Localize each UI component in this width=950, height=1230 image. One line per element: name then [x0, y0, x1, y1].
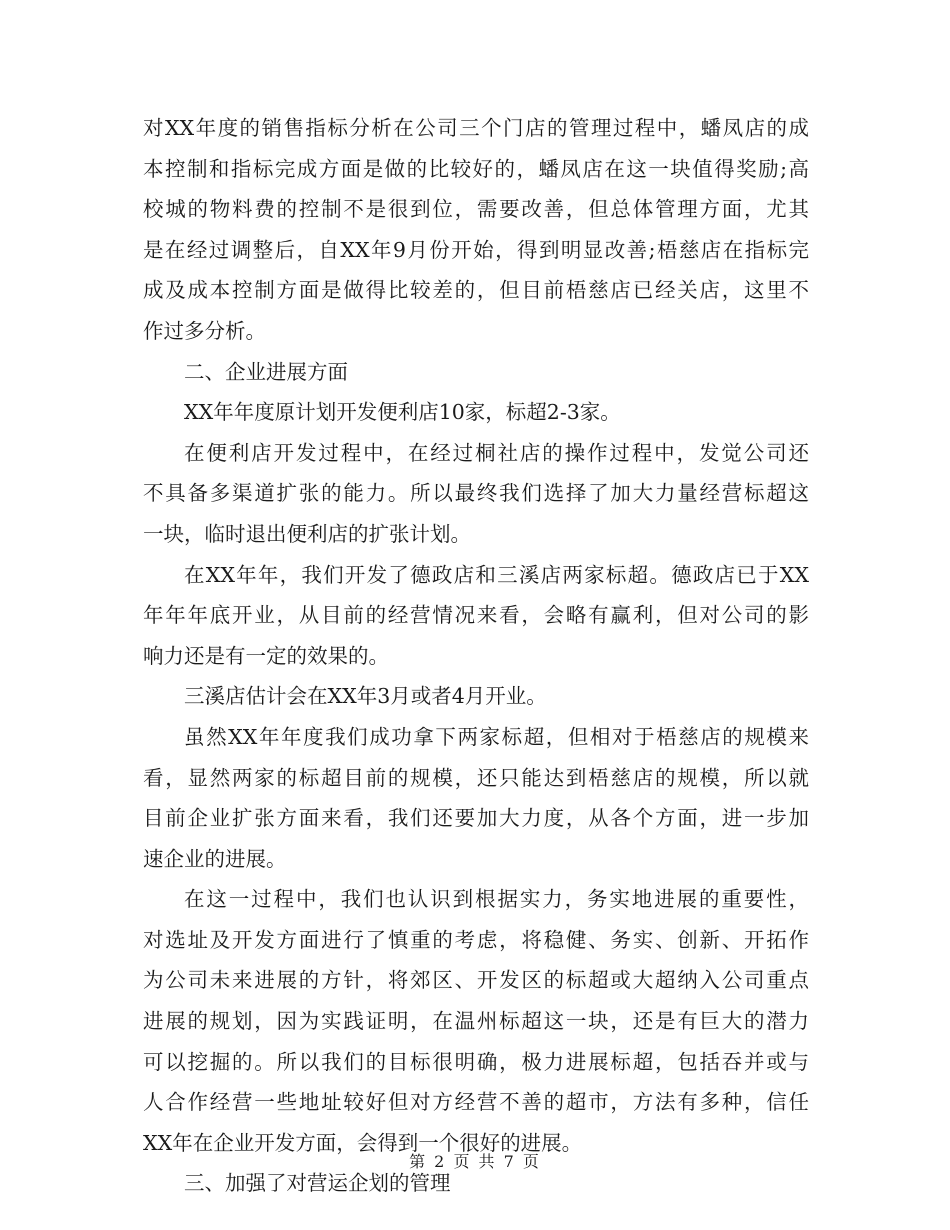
paragraph-line: 年年年底开业，从目前的经营情况来看，会略有赢利，但对公司的影 — [143, 603, 809, 628]
section-heading: 三、加强了对营运企划的管理 — [184, 1171, 451, 1196]
paragraph-line: 进展的规划，因为实践证明，在温州标超这一块，还是有巨大的潜力 — [143, 1009, 809, 1034]
document-body — [143, 108, 809, 1204]
paragraph-line: 虽然XX年年度我们成功拿下两家标超，但相对于梧慈店的规模来 — [184, 724, 809, 749]
paragraph-line: 响力还是有一定的效果的。 — [143, 643, 389, 668]
paragraph-line: XX年在企业开发方面，会得到一个很好的进展。 — [143, 1130, 583, 1155]
paragraph-line: 为公司未来进展的方针，将郊区、开发区的标超或大超纳入公司重点 — [143, 968, 809, 993]
paragraph-line: 目前企业扩张方面来看，我们还要加大力度，从各个方面，进一步加 — [143, 806, 809, 831]
paragraph-line: 是在经过调整后，自XX年9月份开始，得到明显改善;梧慈店在指标完 — [143, 237, 809, 262]
page-number-label: 第 2 页 共 7 页 — [409, 1152, 541, 1171]
paragraph-line: 对选址及开发方面进行了慎重的考虑，将稳健、务实、创新、开拓作 — [143, 927, 809, 952]
paragraph-line: 作过多分析。 — [143, 318, 266, 343]
paragraph-line: XX年年度原计划开发便利店10家，标超2-3家。 — [184, 400, 621, 425]
paragraph-line: 在XX年年，我们开发了德政店和三溪店两家标超。德政店已于XX — [184, 562, 809, 587]
section-heading: 二、企业进展方面 — [184, 359, 348, 384]
paragraph-line: 在这一过程中，我们也认识到根据实力，务实地进展的重要性， — [184, 887, 809, 912]
paragraph-line: 人合作经营一些地址较好但对方经营不善的超市，方法有多种，信任 — [143, 1090, 809, 1115]
paragraph-line: 看，显然两家的标超目前的规模，还只能达到梧慈店的规模，所以就 — [143, 765, 809, 790]
page-footer — [0, 1150, 950, 1174]
paragraph-line: 不具备多渠道扩张的能力。所以最终我们选择了加大力量经营标超这 — [143, 481, 809, 506]
paragraph-line: 速企业的进展。 — [143, 846, 287, 871]
paragraph-line: 成及成本控制方面是做得比较差的，但目前梧慈店已经关店，这里不 — [143, 278, 809, 303]
paragraph-line: 在便利店开发过程中，在经过桐社店的操作过程中，发觉公司还 — [184, 440, 809, 465]
paragraph-line: 一块，临时退出便利店的扩张计划。 — [143, 521, 471, 546]
paragraph-line: 三溪店估计会在XX年3月或者4月开业。 — [184, 684, 547, 709]
paragraph-line: 对XX年度的销售指标分析在公司三个门店的管理过程中，蟠凤店的成 — [143, 116, 809, 140]
paragraph-line: 校城的物料费的控制不是很到位，需要改善，但总体管理方面，尤其 — [143, 197, 809, 222]
paragraph-line: 可以挖掘的。所以我们的目标很明确，极力进展标超，包括吞并或与 — [143, 1049, 809, 1074]
paragraph-line: 本控制和指标完成方面是做的比较好的，蟠凤店在这一块值得奖励;高 — [143, 156, 809, 181]
